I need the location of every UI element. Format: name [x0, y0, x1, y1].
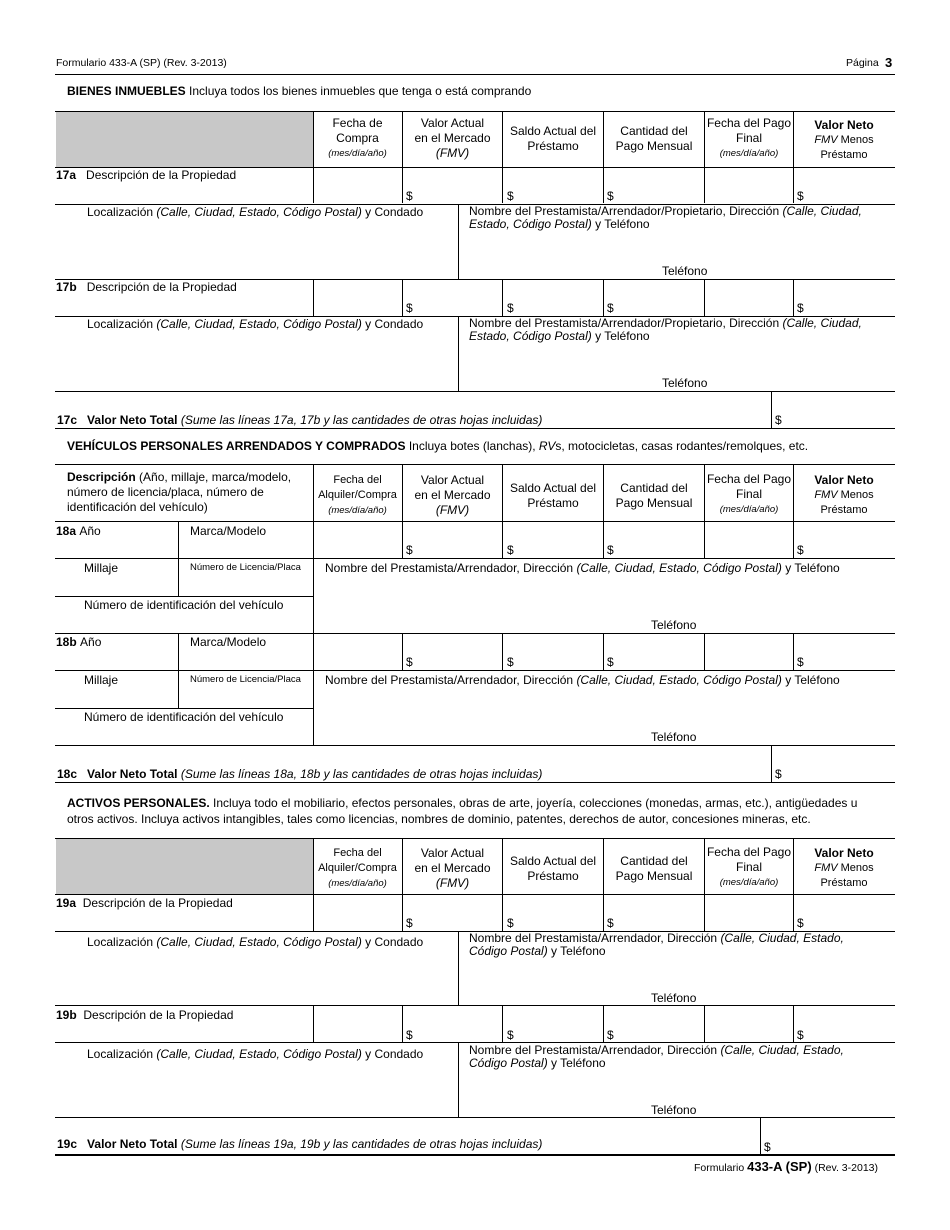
dollar-sign: $ [797, 916, 804, 930]
dollar-sign: $ [607, 655, 614, 669]
vehicles-title: VEHÍCULOS PERSONALES ARRENDADOS Y COMPRADOS Incluya botes (lanchas), RVs, motocicletas, casas rodantes/remolques, etc. [67, 439, 809, 453]
dollar-sign: $ [764, 1140, 771, 1154]
dollar-sign: $ [607, 543, 614, 557]
line-18a: 18a Año [56, 524, 101, 538]
dollar-sign: $ [607, 189, 614, 203]
dollar-sign: $ [406, 189, 413, 203]
col-fmv: Valor Actual en el Mercado (FMV) [414, 473, 491, 517]
line-17a: 17a Descripción de la Propiedad [56, 168, 237, 182]
line-18b: 18b Año [56, 635, 102, 649]
dollar-sign: $ [607, 916, 614, 930]
location-label: Localización (Calle, Ciudad, Estado, Código Postal) y Condado [87, 935, 424, 949]
dollar-sign: $ [507, 543, 514, 557]
col-monthly-payment: Cantidad del Pago Mensual [615, 481, 693, 510]
phone-label: Teléfono [662, 376, 708, 390]
form-id: Formulario 433-A (SP) (Rev. 3-2013) [56, 57, 227, 69]
vehicle-desc-header: Descripción (Año, millaje, marca/modelo, número de licencia/placa, número de identificación del vehículo) [67, 470, 292, 514]
dollar-sign: $ [406, 301, 413, 315]
make-model-label: Marca/Modelo [190, 524, 267, 538]
col-loan-balance: Saldo Actual del Préstamo [509, 854, 597, 883]
phone-label: Teléfono [651, 730, 697, 744]
dollar-sign: $ [406, 655, 413, 669]
dollar-sign: $ [406, 543, 413, 557]
dollar-sign: $ [797, 543, 804, 557]
vin-label: Número de identificación del vehículo [84, 710, 284, 724]
real-estate-title: BIENES INMUEBLES Incluya todos los bienes inmuebles que tenga o está comprando [67, 84, 532, 98]
header-shade [56, 839, 313, 894]
personal-assets-title: ACTIVOS PERSONALES. Incluya todo el mobiliario, efectos personales, obras de arte, joyería, colecciones (monedas, armas, etc.), antigüedades u otros activos. Incluya activos intangibles, tales como licencias, nombres de dominio, patentes, derechos de autor, concesiones mineras, etc. [67, 796, 858, 826]
dollar-sign: $ [797, 301, 804, 315]
dollar-sign: $ [797, 655, 804, 669]
col-lease-date: Fecha del Alquiler/Compra (mes/día/año) [318, 474, 397, 516]
phone-label: Teléfono [651, 991, 697, 1005]
col-fmv: Valor Actual en el Mercado (FMV) [414, 116, 491, 160]
line-17b: 17b Descripción de la Propiedad [56, 280, 237, 294]
dollar-sign: $ [507, 1028, 514, 1042]
phone-label: Teléfono [662, 264, 708, 278]
col-monthly-payment: Cantidad del Pago Mensual [615, 854, 693, 883]
page-label: Página [846, 57, 879, 69]
header-rule [55, 74, 895, 75]
col-net-value: Valor Neto FMV Menos Préstamo [814, 118, 874, 161]
line-18c-total: 18c Valor Neto Total (Sume las líneas 18a, 18b y las cantidades de otras hojas incluidas) [57, 767, 543, 781]
phone-label: Teléfono [651, 1103, 697, 1117]
line-17c-total: 17c Valor Neto Total (Sume las líneas 17a, 17b y las cantidades de otras hojas incluidas) [57, 413, 543, 427]
footer-form-id: Formulario 433-A (SP) (Rev. 3-2013) [694, 1159, 878, 1174]
page-number: 3 [885, 55, 893, 70]
lender-label: Nombre del Prestamista/Arrendador, Dirección (Calle, Ciudad, Estado, Código Postal) y Teléfono [469, 1043, 844, 1070]
dollar-sign: $ [775, 413, 782, 427]
col-fmv: Valor Actual en el Mercado (FMV) [414, 846, 491, 890]
col-loan-balance: Saldo Actual del Préstamo [509, 124, 597, 153]
dollar-sign: $ [406, 1028, 413, 1042]
dollar-sign: $ [507, 655, 514, 669]
col-purchase-date: Fecha de Compra (mes/día/año) [328, 116, 387, 159]
dollar-sign: $ [507, 301, 514, 315]
dollar-sign: $ [406, 916, 413, 930]
lender-label: Nombre del Prestamista/Arrendador/Propietario, Dirección (Calle, Ciudad, Estado, Código Postal) y Teléfono [469, 204, 862, 231]
line-19c-total: 19c Valor Neto Total (Sume las líneas 19a, 19b y las cantidades de otras hojas incluidas) [57, 1137, 543, 1151]
dollar-sign: $ [607, 1028, 614, 1042]
plate-label: Número de Licencia/Placa [190, 674, 301, 685]
vehicle-lender-label: Nombre del Prestamista/Arrendador, Dirección (Calle, Ciudad, Estado, Código Postal) y Teléfono [325, 561, 840, 575]
col-final-payment-date: Fecha del Pago Final (mes/día/año) [706, 116, 792, 159]
lender-label: Nombre del Prestamista/Arrendador/Propietario, Dirección (Calle, Ciudad, Estado, Código Postal) y Teléfono [469, 316, 862, 343]
col-final-payment-date: Fecha del Pago Final (mes/día/año) [706, 472, 792, 515]
lender-label: Nombre del Prestamista/Arrendador, Dirección (Calle, Ciudad, Estado, Código Postal) y Teléfono [469, 931, 844, 958]
phone-label: Teléfono [651, 618, 697, 632]
dollar-sign: $ [797, 1028, 804, 1042]
line-19a: 19a Descripción de la Propiedad [56, 896, 233, 910]
make-model-label: Marca/Modelo [190, 635, 267, 649]
col-net-value: Valor Neto FMV Menos Préstamo [814, 846, 874, 889]
dollar-sign: $ [507, 916, 514, 930]
col-final-payment-date: Fecha del Pago Final (mes/día/año) [706, 845, 792, 888]
col-lease-date: Fecha del Alquiler/Compra (mes/día/año) [318, 847, 397, 889]
location-label: Localización (Calle, Ciudad, Estado, Código Postal) y Condado [87, 317, 424, 331]
vin-label: Número de identificación del vehículo [84, 598, 284, 612]
dollar-sign: $ [775, 767, 782, 781]
line-19b: 19b Descripción de la Propiedad [56, 1008, 234, 1022]
col-loan-balance: Saldo Actual del Préstamo [509, 481, 597, 510]
col-monthly-payment: Cantidad del Pago Mensual [615, 124, 693, 153]
mileage-label: Millaje [84, 561, 119, 575]
dollar-sign: $ [507, 189, 514, 203]
plate-label: Número de Licencia/Placa [190, 562, 301, 573]
mileage-label: Millaje [84, 673, 119, 687]
dollar-sign: $ [607, 301, 614, 315]
header-shade [56, 112, 313, 167]
col-net-value: Valor Neto FMV Menos Préstamo [814, 473, 874, 516]
location-label: Localización (Calle, Ciudad, Estado, Código Postal) y Condado [87, 1047, 424, 1061]
location-label: Localización (Calle, Ciudad, Estado, Código Postal) y Condado [87, 205, 424, 219]
dollar-sign: $ [797, 189, 804, 203]
vehicle-lender-label: Nombre del Prestamista/Arrendador, Dirección (Calle, Ciudad, Estado, Código Postal) y Teléfono [325, 673, 840, 687]
